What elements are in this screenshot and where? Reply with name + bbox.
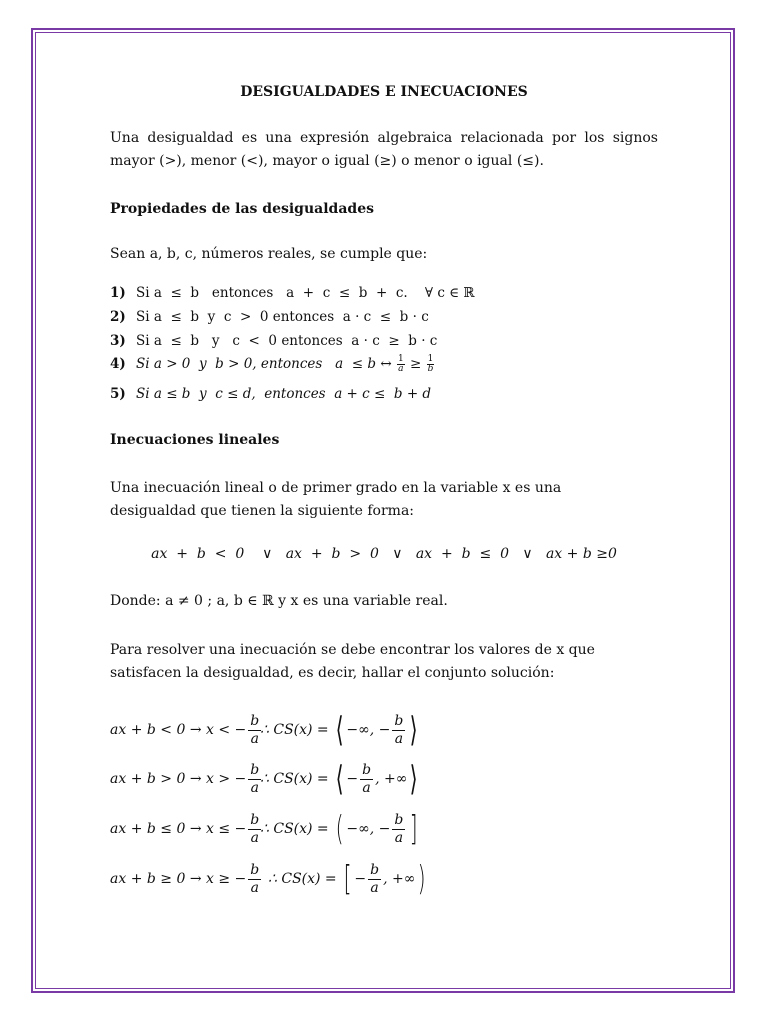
property-4: 4) Si a > 0 y b > 0, entonces a ≤ b ↔ $\frac{1}{a}$ ≥ $\frac{1}{b}$ <box>110 354 434 374</box>
solution-lhs: ax + b < 0 → x < − $\frac{b}{a}$ <box>110 712 260 747</box>
solution-row-2 <box>110 759 658 799</box>
fraction-one-over-b: $\frac{1}{b}$ <box>427 354 434 374</box>
property-text: Si a > 0 y b > 0, entonces a ≤ b ↔ <box>136 356 396 372</box>
fraction-b-over-a: $\frac{b}{a}$ <box>250 861 260 896</box>
property-text: Si a ≤ b y c > 0 entonces a · c ≤ b · c <box>136 309 429 325</box>
solution-row-1 <box>110 710 658 750</box>
property-number: 5) <box>110 386 126 402</box>
property-number: 3) <box>110 333 126 349</box>
solution-lhs: ax + b > 0 → x > − $\frac{b}{a}$ <box>110 761 260 796</box>
fraction-b-over-a: $\frac{b}{a}$ <box>250 811 260 846</box>
solution-row-4 <box>110 859 658 899</box>
property-text: Si a ≤ b entonces a + c ≤ b + c. ∀ c ∈ ℝ <box>136 285 475 301</box>
properties-heading: Propiedades de las desigualdades <box>110 201 374 217</box>
fraction-b-over-a: $\frac{b}{a}$ <box>362 761 372 796</box>
property-text: Si a ≤ b y c < 0 entonces a · c ≥ b · c <box>136 333 438 349</box>
linear-forms-formula: ax + b < 0 ∨ ax + b > 0 ∨ ax + b ≤ 0 ∨ ax + b ≥0 <box>151 546 617 562</box>
solution-set: ∴ CS(x) = ⟨ −∞, − $\frac{b}{a}$ ⟩ <box>260 710 419 750</box>
fraction-b-over-a: $\frac{b}{a}$ <box>250 712 260 747</box>
property-2 <box>110 309 429 325</box>
fraction-b-over-a: $\frac{b}{a}$ <box>394 712 404 747</box>
solution-lhs: ax + b ≤ 0 → x ≤ − $\frac{b}{a}$ <box>110 811 260 846</box>
property-number: 4) <box>110 356 126 372</box>
property-1 <box>110 285 475 301</box>
property-5 <box>110 386 431 402</box>
solve-intro: Para resolver una inecuación se debe encontrar los valores de x que satisfacen la desigualdad, es decir, hallar el conjunto solución: <box>110 642 595 681</box>
fraction-b-over-a: $\frac{b}{a}$ <box>250 761 260 796</box>
intro-paragraph: Una desigualdad es una expresión algebraica relacionada por los signos mayor (>), menor (<), mayor o igual (≥) o menor o igual (≤). <box>110 130 658 169</box>
linear-intro: Una inecuación lineal o de primer grado en la variable x es una desigualdad que tienen la siguiente forma: <box>110 480 562 519</box>
fraction-b-over-a: $\frac{b}{a}$ <box>394 811 404 846</box>
solution-row-3 <box>110 809 658 849</box>
solution-set: ∴ CS(x) = ⟨ − $\frac{b}{a}$ , +∞ ⟩ <box>260 759 419 799</box>
document-title: DESIGUALDADES E INECUACIONES <box>240 84 528 100</box>
fraction-one-over-a: $\frac{1}{a}$ <box>397 354 404 374</box>
solution-lhs: ax + b ≥ 0 → x ≥ − $\frac{b}{a}$ <box>110 861 260 896</box>
fraction-b-over-a: $\frac{b}{a}$ <box>370 861 380 896</box>
solution-set: ∴ CS(x) = ( −∞, − $\frac{b}{a}$ ] <box>260 809 419 849</box>
solution-set: ∴ CS(x) = [ − $\frac{b}{a}$ , +∞ ) <box>268 859 427 899</box>
property-number: 2) <box>110 309 126 325</box>
donde-line: Donde: a ≠ 0 ; a, b ∈ ℝ y x es una variable real. <box>110 593 448 609</box>
properties-intro: Sean a, b, c, números reales, se cumple que: <box>110 246 428 262</box>
property-3 <box>110 333 437 349</box>
property-number: 1) <box>110 285 126 301</box>
linear-heading: Inecuaciones lineales <box>110 432 280 448</box>
property-text: Si a ≤ b y c ≤ d, entonces a + c ≤ b + d <box>136 386 432 402</box>
